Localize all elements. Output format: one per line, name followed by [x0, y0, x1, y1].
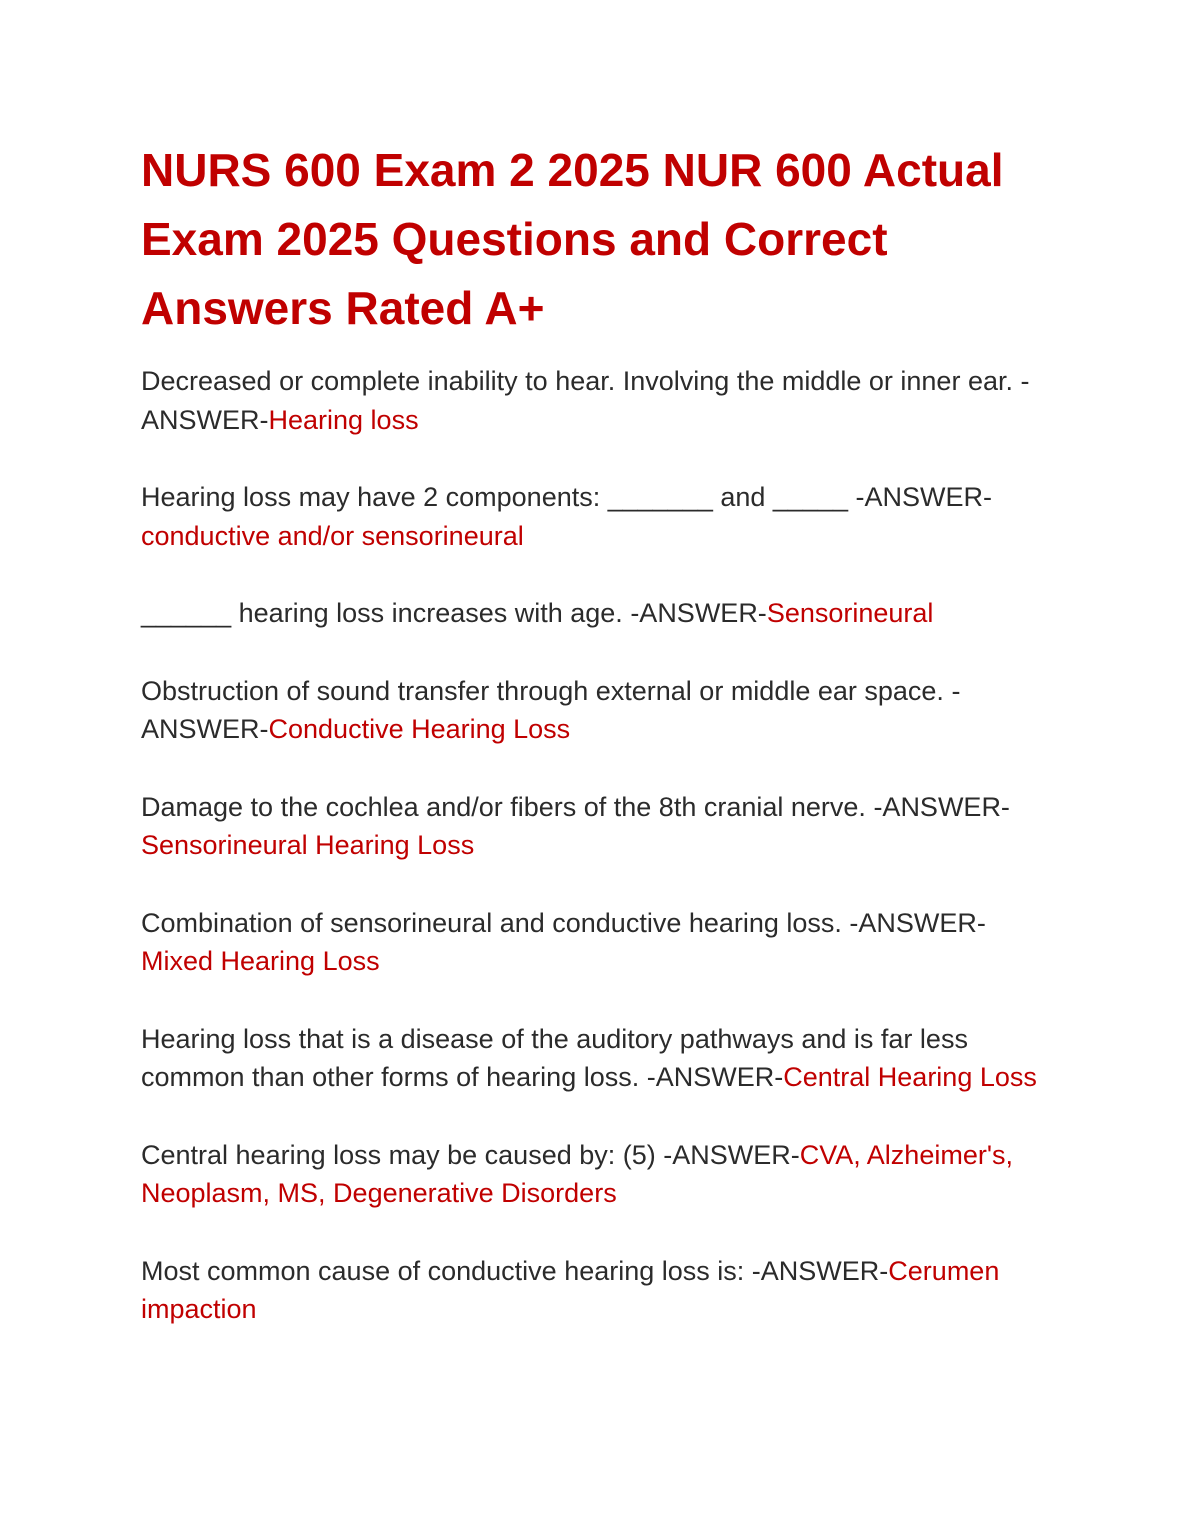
answer-text: Sensorineural Hearing Loss [141, 830, 475, 860]
question-text: Damage to the cochlea and/or fibers of the 8th cranial nerve. [141, 791, 874, 822]
question-text: Combination of sensorineural and conductive hearing loss. [141, 907, 850, 938]
qa-list [141, 362, 1051, 1368]
answer-text: Mixed Hearing Loss [141, 946, 380, 976]
answer-marker: -ANSWER- [630, 598, 767, 628]
answer-text: Central Hearing Loss [783, 1062, 1037, 1092]
answer-marker: -ANSWER- [855, 482, 992, 512]
qa-item [141, 594, 1051, 633]
question-text: Obstruction of sound transfer through external or middle ear space. [141, 675, 952, 706]
answer-text: Cerumen impaction [141, 1255, 1000, 1324]
answer-marker: -ANSWER- [873, 791, 1010, 822]
question-text: Decreased or complete inability to hear. Involving the middle or inner ear. [141, 366, 1021, 396]
answer-text: Hearing loss [268, 404, 419, 435]
qa-item [141, 904, 1051, 981]
qa-item [141, 1020, 1051, 1097]
qa-item [141, 1252, 1051, 1329]
answer-text: conductive and/or sensorineural [141, 520, 524, 551]
document-title: NURS 600 Exam 2 2025 NUR 600 Actual Exam 2025 Questions and Correct Answers Rated A+ [141, 144, 1004, 334]
answer-marker: -ANSWER- [663, 1139, 800, 1170]
qa-item [141, 1136, 1051, 1213]
answer-marker: -ANSWER- [849, 907, 986, 938]
qa-item [141, 362, 1051, 439]
question-text: Hearing loss may have 2 components: _______ and _____ [141, 482, 856, 512]
answer-marker: -ANSWER- [751, 1255, 889, 1286]
answer-text: CVA, Alzheimer's, Neoplasm, MS, Degenerative Disorders [141, 1139, 1013, 1208]
qa-item [141, 478, 1051, 555]
answer-text: Sensorineural [766, 598, 934, 628]
question-text: Most common cause of conductive hearing loss is: [141, 1255, 752, 1286]
answer-marker: -ANSWER- [646, 1062, 784, 1092]
qa-item [141, 672, 1051, 749]
answer-marker: -ANSWER- [141, 675, 961, 744]
question-text: ______ hearing loss increases with age. [141, 598, 631, 628]
question-text: Hearing loss that is a disease of the auditory pathways and is far less common than other forms of hearing loss. [141, 1023, 968, 1092]
qa-item [141, 788, 1051, 865]
answer-text: Conductive Hearing Loss [268, 714, 571, 744]
answer-marker: -ANSWER- [141, 366, 1030, 435]
question-text: Central hearing loss may be caused by: (5) [141, 1139, 664, 1170]
